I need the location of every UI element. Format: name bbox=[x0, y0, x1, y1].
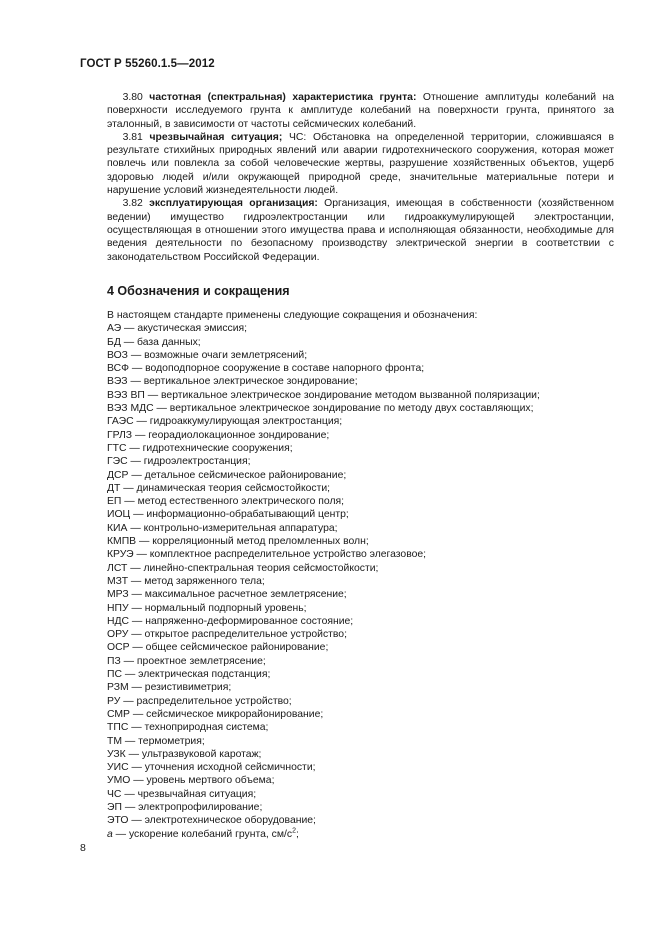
definition-number: 3.80 bbox=[122, 92, 143, 103]
unit-exponent: 2 bbox=[292, 827, 296, 835]
abbreviation-item: ДТ — динамическая теория сейсмостойкости; bbox=[107, 482, 331, 494]
abbreviation-list bbox=[107, 322, 614, 841]
abbreviation-item: КРУЭ — комплектное распределительное устройство элегазовое; bbox=[107, 549, 427, 561]
abbreviation-item: ПС — электрическая подстанция; bbox=[107, 669, 271, 681]
abbreviation-item: ГТС — гидротехнические сооружения; bbox=[107, 442, 293, 454]
abbreviation-item: УЗК — ультразвуковой каротаж; bbox=[107, 748, 262, 760]
abbreviation-item: ГАЭС — гидроаккумулирующая электростанция; bbox=[107, 416, 343, 428]
definition-text: Отношение амплитуды колебаний на поверхности исследуемого грунта к амплитуде колебаний на поверхности грунта, принятого за эталонный, в зависимости от частоты сейсмических колебаний. bbox=[107, 92, 615, 130]
abbreviation-item: ВСФ — водоподпорное сооружение в составе напорного фронта; bbox=[107, 363, 425, 375]
abbreviation-item: НПУ — нормальный подпорный уровень; bbox=[107, 602, 307, 614]
abbreviation-item: НДС — напряженно-деформированное состояние; bbox=[107, 615, 354, 627]
abbreviation-item: ЛСТ — линейно-спектральная теория сейсмостойкости; bbox=[107, 562, 379, 574]
abbreviation-item: ТПС — техноприродная система; bbox=[107, 722, 269, 734]
abbreviation-item: ГЭС — гидроэлектростанция; bbox=[107, 456, 251, 468]
abbreviation-item: ТМ — термометрия; bbox=[107, 735, 205, 747]
abbreviation-item: РЗМ — резистивиметрия; bbox=[107, 682, 232, 694]
section-intro: В настоящем стандарте применены следующие сокращения и обозначения: bbox=[107, 310, 478, 321]
abbreviation-item: ПЗ — проектное землетрясение; bbox=[107, 655, 266, 667]
abbreviation-item: МРЗ — максимальное расчетное землетрясение; bbox=[107, 589, 347, 601]
abbreviation-item: ОРУ — открытое распределительное устройство; bbox=[107, 629, 347, 641]
abbreviation-item-acceleration bbox=[107, 828, 614, 841]
symbol-a: a bbox=[107, 828, 113, 840]
abbreviation-item: АЭ — акустическая эмиссия; bbox=[107, 323, 248, 335]
abbreviation-item: БД — база данных; bbox=[107, 336, 201, 348]
definitions-block bbox=[107, 91, 614, 264]
definition-3-82 bbox=[107, 197, 614, 263]
definition-term: чрезвычайная ситуация; bbox=[149, 131, 283, 143]
abbreviation-item: ЭТО — электротехническое оборудование; bbox=[107, 815, 316, 827]
page-number: 8 bbox=[80, 842, 86, 854]
abbreviation-item: КИА — контрольно-измерительная аппаратура; bbox=[107, 522, 338, 534]
document-header: ГОСТ Р 55260.1.5—2012 bbox=[80, 58, 215, 70]
definition-term: частотная (спектральная) характеристика грунта: bbox=[149, 92, 417, 103]
abbreviation-item: ЕП — метод естественного электрического поля; bbox=[107, 496, 345, 508]
abbreviation-item: ВОЗ — возможные очаги землетрясений; bbox=[107, 349, 308, 361]
definition-3-81 bbox=[107, 131, 614, 197]
definition-text: ЧС: Обстановка на определенной территории, сложившаяся в результате стихийных природных явлений или аварии гидротехнического сооружения, которая может повлечь или повлекла за собой человеческие жертвы, разрушение хозяйственных объектов, ущерб здоровью людей и/или окружающей природной среде, значительные материальные потери и нарушение условий жизнедеятельности людей. bbox=[107, 131, 615, 197]
abbreviation-item: ЧС — чрезвычайная ситуация; bbox=[107, 788, 257, 800]
symbol-description: — ускорение колебаний грунта, см/с bbox=[112, 828, 293, 840]
abbreviation-item: РУ — распределительное устройство; bbox=[107, 695, 292, 707]
abbreviation-item: ДСР — детальное сейсмическое районирование; bbox=[107, 469, 347, 481]
definition-3-80 bbox=[107, 91, 614, 131]
definition-number: 3.81 bbox=[122, 131, 143, 143]
item-terminator: ; bbox=[296, 828, 299, 840]
abbreviation-item: ВЭЗ ВП — вертикальное электрическое зондирование методом вызванной поляризации; bbox=[107, 389, 540, 401]
abbreviation-item: МЗТ — метод заряженного тела; bbox=[107, 575, 265, 587]
abbreviation-item: ГРЛЗ — георадиолокационное зондирование; bbox=[107, 429, 330, 441]
abbreviation-item: УМО — уровень мертвого объема; bbox=[107, 775, 275, 787]
definition-number: 3.82 bbox=[122, 198, 143, 210]
abbreviation-item: КМПВ — корреляционный метод преломленных волн; bbox=[107, 536, 369, 548]
section-title: 4 Обозначения и сокращения bbox=[107, 284, 290, 298]
abbreviation-item: ВЭЗ — вертикальное электрическое зондирование; bbox=[107, 376, 358, 388]
definition-text: Организация, имеющая в собственности (хозяйственном ведении) имущество гидроэлектростанции или гидроаккумулирующей электростанции, осуществляющая в отношении этого имущества права и исполняющая обязанности, необходимые для ведения деятельности по безопасному производству электрической энергии в соответствии с законодательством Российской Федерации. bbox=[107, 198, 614, 263]
abbreviations-block bbox=[107, 309, 614, 841]
abbreviation-item: СМР — сейсмическое микрорайонирование; bbox=[107, 708, 324, 720]
definition-term: эксплуатирующая организация: bbox=[149, 198, 318, 210]
abbreviation-item: ЭП — электропрофилирование; bbox=[107, 801, 263, 813]
abbreviation-item: УИС — уточнения исходной сейсмичности; bbox=[107, 762, 316, 774]
abbreviation-item: ВЭЗ МДС — вертикальное электрическое зондирование по методу двух составляющих; bbox=[107, 403, 534, 415]
abbreviation-item: ИОЦ — информационно-обрабатывающий центр; bbox=[107, 509, 349, 521]
abbreviation-item: ОСР — общее сейсмическое районирование; bbox=[107, 642, 329, 654]
